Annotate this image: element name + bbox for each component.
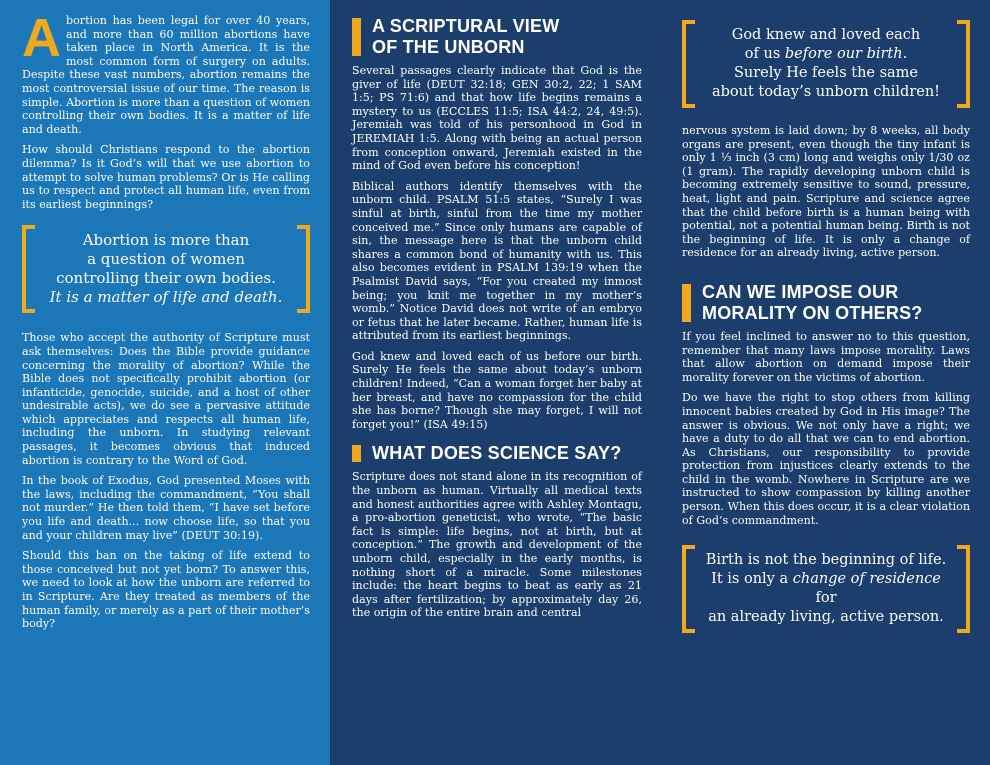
left-bracket-icon [682,20,695,108]
quote-line-2a: It is only a [711,571,793,588]
heading-line-1: CAN WE IMPOSE OUR [702,281,899,302]
right-bracket-icon [297,225,310,313]
quote-line-1: Birth is not the beginning of life. [705,552,947,569]
drop-cap: A [22,8,61,68]
pull-quote-life-death [22,225,310,313]
heading-science-text: WHAT DOES SCIENCE SAY? [372,443,622,464]
right-bracket-icon [957,20,970,108]
paragraph-laws-impose: If you feel inclined to answer no to this question, remember that many laws impose morality. Laws that allow abortion on demand impose their morality forever on the victims of abortion. [682,329,970,384]
paragraph-science: Scripture does not stand alone in its recognition of the unborn as human. Virtually all medical texts and honest authorities agree with Ashley Montagu, a pro-abortion geneticist, who wrote, “The basic fact is simple: life begins, not at birth, but at conception.” The growth and development of the unborn child, especially in the early months, is nothing short of a miracle. Some milestones include: the heart begins to beat as early as 21 days after fertilization; by approximately day 26, the origin of the entire brain and central [352,470,642,620]
quote-line-1: Abortion is more than [82,231,250,250]
heading-line-2: OF THE UNBORN [372,37,525,57]
paragraph-dilemma: How should Christians respond to the abortion dilemma? Is it God’s will that we use abortion to attempt to solve human problems? Or is He calling us to respect and protect all human life, even from its earliest beginnings? [22,143,310,211]
left-bracket-icon [22,225,35,313]
paragraph-giver-of-life: Several passages clearly indicate that God is the giver of life (DEUT 32:18; GEN 30:2, 22; 1 SAM 1:5; PS 71:6) and that how life begins remains a mystery to us (ECCLES 11:5; ISA 44:2, 24, 49:5). Jeremiah was told of his personhood in God in JEREMIAH 1:5. Along with being an actual person from conception onward, Jeremiah existed in the mind of God even before his conception! [352,64,642,173]
paragraph-biblical-authors: Biblical authors identify themselves with the unborn child. PSALM 51:5 states, “Surely I was sinful at birth, sinful from the time my mother conceived me.” Since only humans are capable of sin, the message here is that the unborn child shares a common bond of humanity with us. This also becomes evident in PSALM 139:19 when the Psalmist David says, “For you created my inmost being; you knit me together in my mother’s womb.” Notice David does not write of an embryo or fetus that he later became. Rather, human life is attributed from its earliest beginnings. [352,179,642,343]
heading-bar-icon [352,445,361,462]
pull-quote-god-knew [682,20,970,108]
quote-line-1: God knew and loved each [731,27,921,43]
left-bracket-icon [682,545,695,633]
paragraph-exodus: In the book of Exodus, God presented Moses with the laws, including the commandment, “You shall not murder.” He then told them, “I have set before you life and death... now choose life, so that you and your children may live” (DEUT 30:19). [22,474,310,542]
quote-line-3: controlling their own bodies. [56,269,276,288]
quote-line-2: a question of women [87,250,245,269]
pull-quote-birth [682,545,970,633]
paragraph-god-knew: God knew and loved each of us before our birth. Surely He feels the same about today’s unborn children! Indeed, “Can a woman forget her baby at her breast, and have no compassion for the child she has borne? Though she may forget, I will not forget you!” (ISA 49:15) [352,349,642,431]
panel-middle [330,0,660,765]
right-bracket-icon [957,545,970,633]
quote-line-4: about today’s unborn children! [711,84,941,100]
paragraph-ban-on-life: Should this ban on the taking of life extend to those conceived but not yet born? To answer this, we need to look at how the unborn are referred to in Scripture. Are they treated as members of the human family, or merely as a part of their mother’s body? [22,549,310,631]
paragraph-development: nervous system is laid down; by 8 weeks, all body organs are present, even though the tiny infant is only 1 ⅓ inch (3 cm) long and weighs only 1/30 oz (1 gram). The rapidly developing unborn child is becoming extremely sensitive to sound, pressure, heat, light and pain. Scripture and science agree that the child before birth is a human being with potential, not a potential human being. Birth is not the beginning of life. It is only a change of residence for an already living, active person. [682,124,970,260]
quote-line-2c: for [815,590,837,607]
quote-line-3: an already living, active person. [708,609,944,626]
intro-text: bortion has been legal for over 40 years, and more than 60 million abortions have taken place in North America. It is the most common form of surgery on adults. Despite these vast numbers, abortion remains the most controversial issue of our time. The reason is simple. Abortion is more than a question of women controlling their own bodies. It is a matter of life and death. [22,14,310,136]
paragraph-right-to-stop: Do we have the right to stop others from killing innocent babies created by God in His image? The answer is obvious. We not only have a right; we have a duty to do all that we can to end abortion. As Christians, our responsibility to provide protection from injustices clearly extends to the child in the womb. Nowhere in Scripture are we instructed to show compassion by killing another person. When this does occur, it is a clear violation of God’s commandment. [682,391,970,527]
quote-line-2b: before our birth. [784,46,908,62]
quote-line-3: Surely He feels the same [733,65,919,81]
heading-bar-icon [352,18,361,56]
panel-left [0,0,330,765]
heading-scriptural-view [352,16,642,58]
quote-line-4: It is a matter of life and death. [49,288,283,307]
paragraph-scripture-authority: Those who accept the authority of Scripture must ask themselves: Does the Bible provide guidance concerning the morality of abortion? While the Bible does not specifically prohibit abortion (or infanticide, genocide, suicide, and a host of other undesirable acts), we do see a pervasive attitude which appreciates and respects all human life, including the unborn. In studying relevant passages, it becomes obvious that induced abortion is contrary to the Word of God. [22,331,310,467]
intro-paragraph [22,8,310,136]
heading-impose-morality [682,282,970,324]
quote-line-2a: of us [744,46,785,62]
heading-line-2: MORALITY ON OTHERS? [702,302,923,323]
heading-bar-icon [682,284,691,322]
quote-line-2b: change of residence [792,571,941,588]
heading-line-1: A SCRIPTURAL VIEW [372,16,560,36]
panel-right [660,0,990,765]
heading-science [352,443,642,464]
